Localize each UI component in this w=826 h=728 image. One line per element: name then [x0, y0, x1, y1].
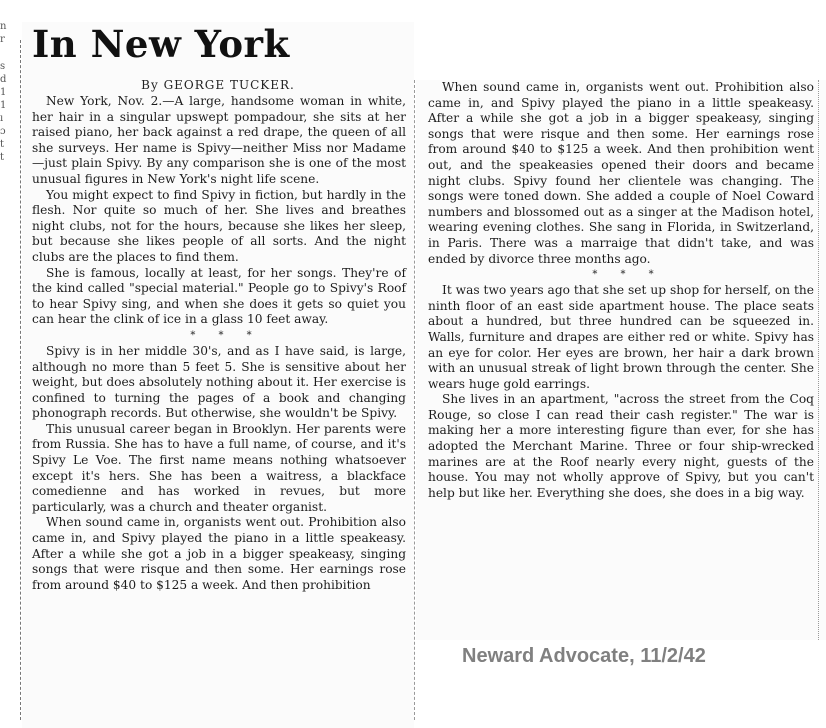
- margin-fragment: ɔ: [0, 126, 6, 137]
- paragraph: It was two years ago that she set up shop for herself, on the ninth floor of an east side apartment house. The place seats about a hundred, but three hundred can be squeezed in. Walls, furniture and drapes are either red or white. Spivy has an eye for color. Her eyes are brown, her hair a dark brown with an unusual streak of light brown through the center. She wears huge gold earrings.: [428, 283, 814, 391]
- margin-fragment: d: [0, 74, 7, 85]
- byline: By GEORGE TUCKER.: [141, 78, 295, 92]
- margin-fragment: 1: [0, 87, 7, 98]
- paragraph: When sound came in, organists went out. Prohibition also came in, and Spivy played the piano in a little speakeasy. After a while she got a job in a bigger speakeasy, singing songs that were risque and then some. Her earnings rose from around $40 to $125 a week. And then prohibition: [32, 515, 406, 592]
- margin-fragment: n: [0, 21, 7, 32]
- article-right-clipping: [416, 80, 826, 640]
- headline: In New York: [32, 22, 290, 66]
- right-column: [416, 80, 826, 501]
- source-caption: Neward Advocate, 11/2/42: [462, 645, 706, 667]
- margin-fragment: ı: [0, 113, 4, 124]
- paragraph: She is famous, locally at least, for her songs. They're of the kind called "special material." People go to Spivy's Roof to hear Spivy sing, and when she does it gets so quiet you can hear the clink of ice in a glass 10 feet away.: [32, 265, 406, 327]
- section-divider: * * *: [190, 329, 262, 341]
- edge-rule: [818, 80, 819, 640]
- paragraph: This unusual career began in Brooklyn. Her parents were from Russia. She has to have a full name, of course, and it's Spivy Le Voe. The first name means nothing whatsoever except it's hers. She has been a waitress, a blackface comedienne and has worked in revues, but more particularly, was a church and theater organist.: [32, 421, 406, 514]
- margin-fragment: t: [0, 139, 5, 150]
- left-column: [22, 94, 414, 593]
- article-left-clipping: [22, 22, 414, 728]
- paragraph: New York, Nov. 2.—A large, handsome woman in white, her hair in a singular upswept pompadour, she sits at her raised piano, her back against a red drape, the queen of all she surveys. Her name is Spivy—neither Miss nor Madame—just plain Spivy. By any comparison she is one of the most unusual figures in New York's night life scene.: [32, 94, 406, 186]
- margin-fragment: s: [0, 61, 6, 72]
- paragraph: Spivy is in her middle 30's, and as I have said, is large, although no more than 5 feet 5. She is sensitive about her weight, but does absolutely nothing about it. Her exercise is confined to turning the pages of a book and changing phonograph records. But otherwise, she wouldn't be Spivy.: [32, 343, 406, 421]
- margin-fragment: r: [0, 34, 5, 45]
- paragraph: When sound came in, organists went out. Prohibition also came in, and Spivy played the piano in a little speakeasy. After a while she got a job in a bigger speakeasy, singing songs that were risque and then some. Her earnings rose from around $40 to $125 a week. And then prohibition went out, and the speakeasies opened their doors and became night clubs. Spivy found her clientele was changing. The songs were toned down. She added a couple of Noel Coward numbers and blossomed out as a singer at the Madison hotel, wearing evening clothes. She sang in Florida, in Switzerland, in Paris. There was a marraige that didn't take, and was ended by divorce three months ago.: [428, 80, 814, 266]
- adjacent-column-fragments: [0, 20, 18, 728]
- paragraph: She lives in an apartment, "across the street from the Coq Rouge, so close I can read their cash register." The war is making her a more interesting figure than ever, for she has adopted the Merchant Marine. Three or four ship-wrecked marines are at the Roof nearly every night, guests of the house. You may not wholly approve of Spivy, but you can't help but like her. Everything she does, she does in a big way.: [428, 392, 814, 500]
- margin-rule: [20, 40, 21, 720]
- margin-fragment: 1: [0, 100, 7, 111]
- paragraph: You might expect to find Spivy in fiction, but hardly in the flesh. Nor quite so much of her. She lives and breathes night clubs, not for the hours, because she likes her sleep, but because she likes people of all sorts. And the night clubs are the places to find them.: [32, 187, 406, 264]
- section-divider: * * *: [592, 269, 664, 281]
- margin-fragment: t: [0, 152, 5, 163]
- column-rule: [414, 80, 415, 720]
